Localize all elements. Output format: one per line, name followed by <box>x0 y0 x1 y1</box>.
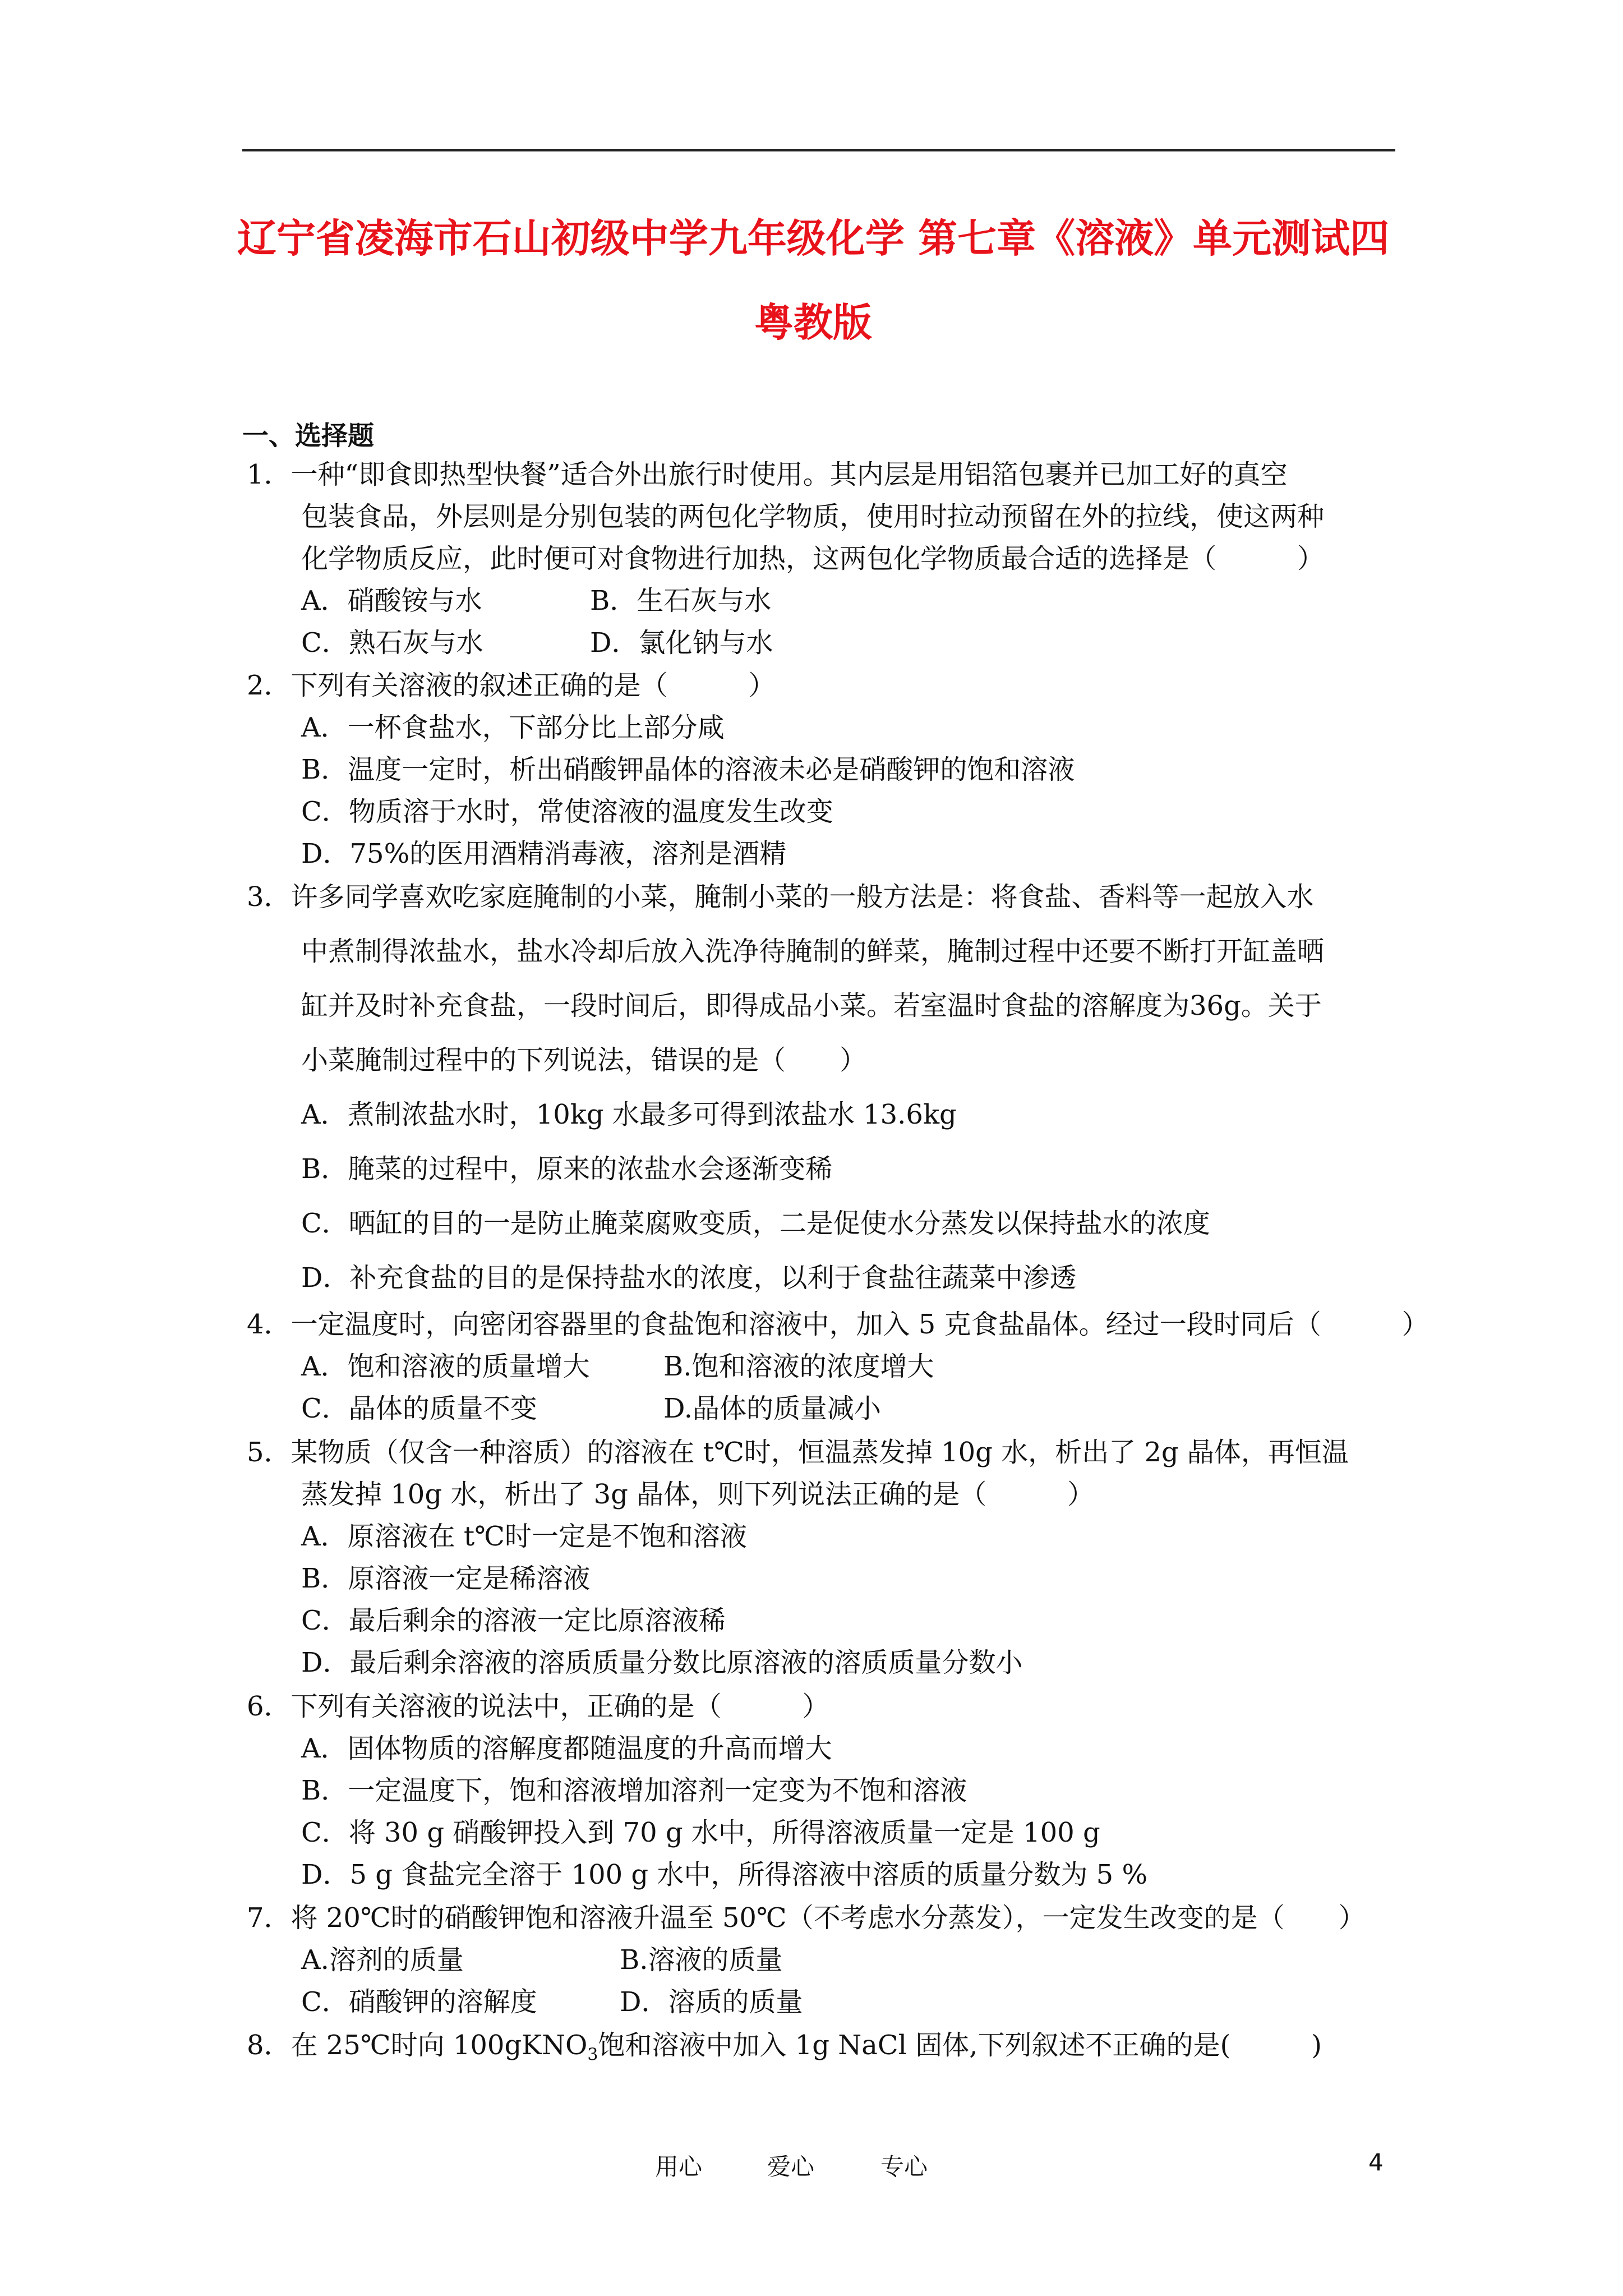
question-3-line-2: 中煮制得浓盐水，盐水冷却后放入洗净待腌制的鲜菜，腌制过程中还要不断打开缸盖晒 <box>301 936 1325 967</box>
question-5-option-c: C．最后剩余的溶液一定比原溶液稀 <box>301 1605 726 1636</box>
question-5-option-d: D．最后剩余溶液的溶质质量分数比原溶液的溶质质量分数小 <box>301 1647 1023 1678</box>
question-1-option-d: D．氯化钠与水 <box>590 627 773 659</box>
question-1-option-b: B．生石灰与水 <box>590 585 772 616</box>
question-3-line-4: 小菜腌制过程中的下列说法，错误的是（ ） <box>301 1045 867 1076</box>
question-4-option-c: C．晶体的质量不变 <box>301 1393 537 1424</box>
question-4-option-b: B.饱和溶液的浓度增大 <box>663 1351 934 1382</box>
question-2-line-1: 2．下列有关溶液的叙述正确的是（ ） <box>247 670 776 701</box>
question-3-option-c: C．晒缸的目的一是防止腌菜腐败变质，二是促使水分蒸发以保持盐水的浓度 <box>301 1208 1210 1239</box>
document-title-line-1: 辽宁省凌海市石山初级中学九年级化学 第七章《溶液》单元测试四 <box>237 215 1390 261</box>
question-6-line-1: 6．下列有关溶液的说法中，正确的是（ ） <box>247 1691 829 1722</box>
document-title-line-2: 粤教版 <box>754 299 872 346</box>
question-6-option-c: C．将 30 g 硝酸钾投入到 70 g 水中，所得溶液质量一定是 100 g <box>301 1817 1100 1848</box>
question-7-option-d: D．溶质的质量 <box>620 1986 803 2018</box>
question-1-option-c: C．熟石灰与水 <box>301 627 483 659</box>
question-7-option-b: B.溶液的质量 <box>620 1944 783 1976</box>
question-5-option-a: A．原溶液在 t℃时一定是不饱和溶液 <box>301 1521 747 1552</box>
footer-text-2: 爱心 <box>767 2153 815 2180</box>
question-1-line-3: 化学物质反应，此时便可对食物进行加热，这两包化学物质最合适的选择是（ ） <box>301 543 1325 574</box>
question-5-line-2: 蒸发掉 10g 水，析出了 3g 晶体，则下列说法正确的是（ ） <box>301 1479 1095 1510</box>
question-8-subscript: 3 <box>587 2045 598 2065</box>
question-8-line-1 <box>247 2032 1322 2064</box>
section-heading: 一、选择题 <box>242 421 374 452</box>
footer-text-1: 用心 <box>655 2153 703 2180</box>
footer-text-3: 专心 <box>880 2153 928 2180</box>
question-5-line-1: 5．某物质（仅含一种溶质）的溶液在 t℃时，恒温蒸发掉 10g 水，析出了 2g 晶体，再恒温 <box>247 1437 1349 1468</box>
question-3-option-a: A．煮制浓盐水时，10kg 水最多可得到浓盐水 13.6kg <box>301 1099 957 1130</box>
question-6-option-b: B．一定温度下，饱和溶液增加溶剂一定变为不饱和溶液 <box>301 1775 967 1806</box>
question-6-option-a: A．固体物质的溶解度都随温度的升高而增大 <box>301 1733 832 1764</box>
question-8-text-start: 8．在 25℃时向 100gKNO <box>247 2030 588 2061</box>
question-5-option-b: B．原溶液一定是稀溶液 <box>301 1563 591 1594</box>
question-7-line-1: 7．将 20℃时的硝酸钾饱和溶液升温至 50℃（不考虑水分蒸发），一定发生改变的是（ ） <box>247 1902 1366 1934</box>
question-3-line-1: 3．许多同学喜欢吃家庭腌制的小菜，腌制小菜的一般方法是：将食盐、香料等一起放入水 <box>247 881 1314 913</box>
question-7-option-a: A.溶剂的质量 <box>301 1944 464 1976</box>
question-3-option-b: B．腌菜的过程中，原来的浓盐水会逐渐变稀 <box>301 1153 833 1185</box>
question-6-option-d: D．5 g 食盐完全溶于 100 g 水中，所得溶液中溶质的质量分数为 5 % <box>301 1859 1148 1890</box>
page-number: 4 <box>1368 2148 1384 2176</box>
question-1-line-2: 包装食品，外层则是分别包装的两包化学物质，使用时拉动预留在外的拉线，使这两种 <box>301 501 1325 532</box>
question-7-option-c: C．硝酸钾的溶解度 <box>301 1986 537 2018</box>
question-2-option-c: C．物质溶于水时，常使溶液的温度发生改变 <box>301 796 833 827</box>
question-3-line-3: 缸并及时补充食盐，一段时间后，即得成品小菜。若室温时食盐的溶解度为36g。关于 <box>301 990 1322 1022</box>
question-4-option-a: A．饱和溶液的质量增大 <box>301 1351 590 1382</box>
question-8-text-end: 饱和溶液中加入 1g NaCl 固体,下列叙述不正确的是( ) <box>598 2030 1322 2061</box>
question-1-line-1: 1．一种“即食即热型快餐”适合外出旅行时使用。其内层是用铝箔包裹并已加工好的真空 <box>247 459 1288 490</box>
question-2-option-b: B．温度一定时，析出硝酸钾晶体的溶液未必是硝酸钾的饱和溶液 <box>301 754 1075 785</box>
question-4-option-d: D.晶体的质量减小 <box>663 1393 882 1424</box>
header-rule <box>242 149 1395 151</box>
question-3-option-d: D．补充食盐的目的是保持盐水的浓度，以利于食盐往蔬菜中渗透 <box>301 1262 1077 1294</box>
question-2-option-a: A．一杯食盐水，下部分比上部分咸 <box>301 712 725 743</box>
question-4-line-1: 4．一定温度时，向密闭容器里的食盐饱和溶液中，加入 5 克食盐晶体。经过一段时同后（ ） <box>247 1309 1429 1340</box>
question-2-option-d: D．75%的医用酒精消毒液，溶剂是酒精 <box>301 838 787 869</box>
question-1-option-a: A．硝酸铵与水 <box>301 585 482 616</box>
